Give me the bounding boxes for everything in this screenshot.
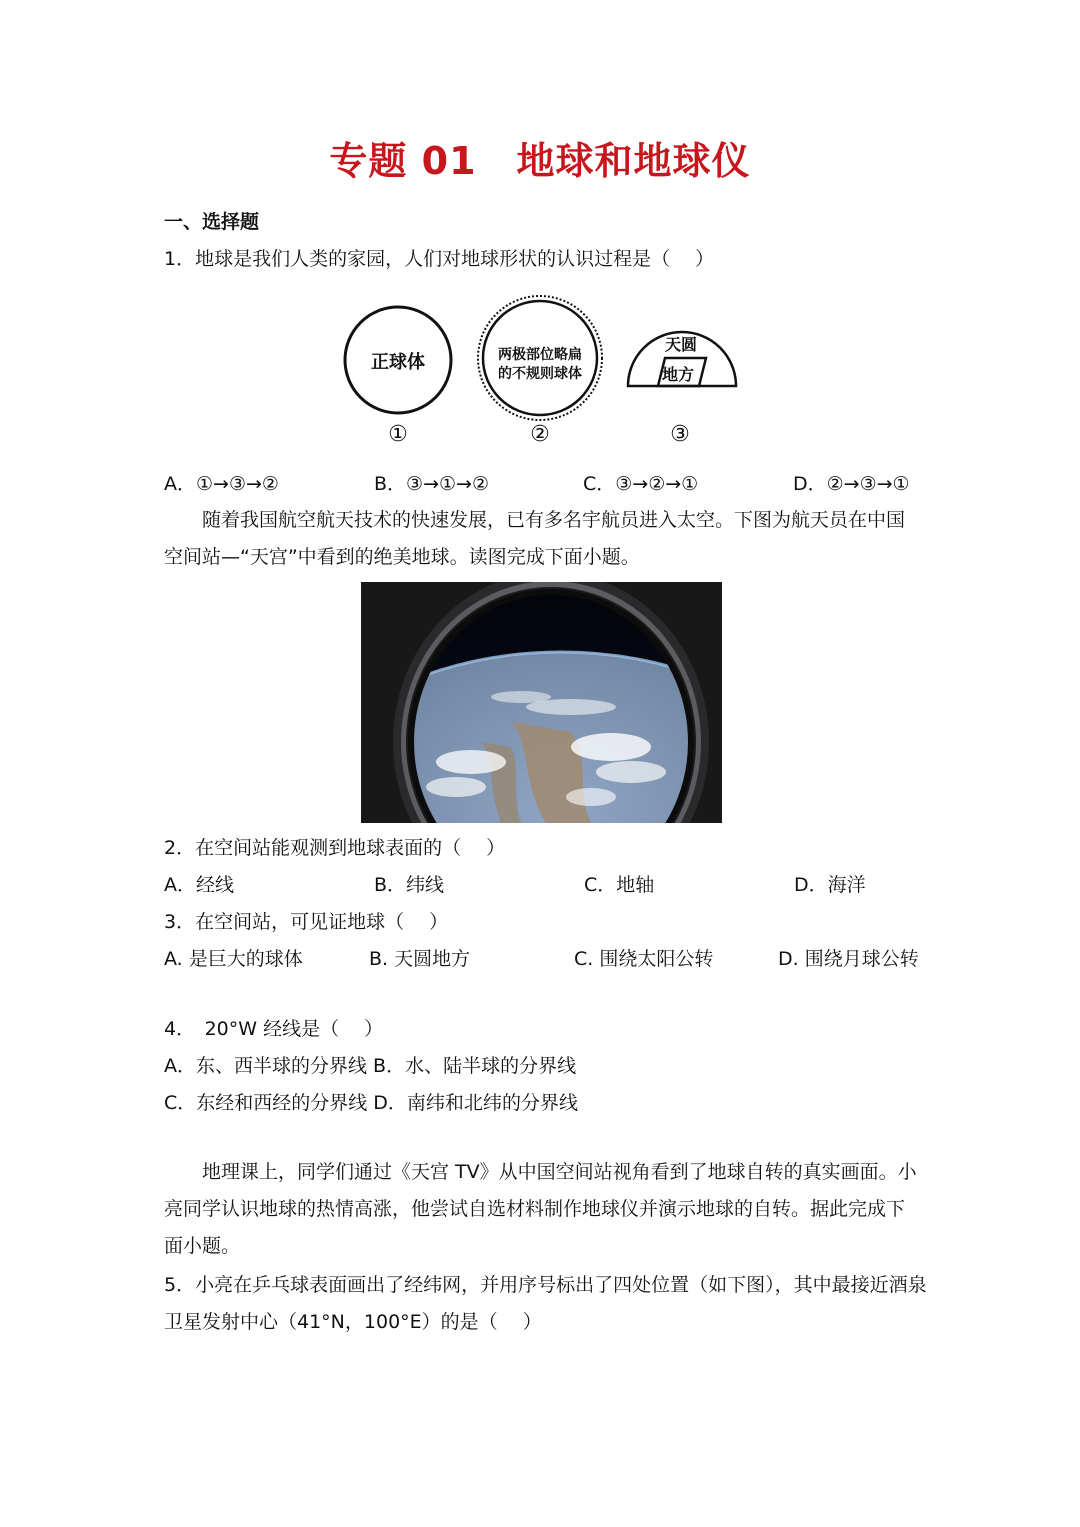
earth-shape-figure [330, 295, 750, 455]
shape3-label-top: 天圆 [664, 335, 697, 354]
q2-option-b: B．纬线 [374, 874, 445, 896]
title-part2: 地球和地球仪 [516, 139, 751, 183]
figure-number-1: ① [388, 422, 408, 447]
shape3-label-bottom: 地方 [661, 365, 694, 384]
q1-option-a: A．①→③→② [164, 473, 279, 495]
q1-stem: 1．地球是我们人类的家园，人们对地球形状的认识过程是（ ） [164, 248, 715, 270]
q2-option-c: C．地轴 [584, 874, 655, 896]
q1-option-c: C．③→②→① [583, 473, 699, 495]
earth-from-space-station-photo [361, 582, 722, 823]
passage-2: 地理课上，同学们通过《天宫 TV》从中国空间站视角看到了地球自转的真实画面。小亮同学认识地球的热情高涨，他尝试自选材料制作地球仪并演示地球的自转。据此完成下面小题。 [164, 1161, 917, 1257]
shape2-label-line2: 的不规则球体 [498, 366, 582, 382]
q5-stem-line1: 5．小亮在乒乓球表面画出了经纬网，并用序号标出了四处位置（如下图），其中最接近酒泉 [164, 1274, 927, 1296]
section-heading: 一、选择题 [164, 211, 260, 233]
q3-option-d: D. 围绕月球公转 [778, 948, 919, 970]
shape1-label: 正球体 [371, 352, 425, 373]
shape2-label [480, 346, 600, 384]
shape2-label-line1: 两极部位略扁 [498, 347, 582, 363]
q3-stem: 3．在空间站，可见证地球（ ） [164, 911, 449, 933]
figure-number-2: ② [530, 422, 550, 447]
figure-number-3: ③ [670, 422, 690, 447]
page-title [0, 130, 1080, 185]
q4-options-row2: C．东经和西经的分界线 D．南纬和北纬的分界线 [164, 1092, 578, 1114]
q1-option-d: D．②→③→① [793, 473, 910, 495]
q1-option-b: B．③→①→② [374, 473, 489, 495]
q2-option-d: D．海洋 [794, 874, 866, 896]
passage-1: 随着我国航空航天技术的快速发展，已有多名宇航员进入太空。下图为航天员在中国空间站—“天宫”中看到的绝美地球。读图完成下面小题。 [164, 509, 906, 568]
q3-option-b: B. 天圆地方 [369, 948, 471, 970]
title-part1: 专题 01 [329, 139, 477, 183]
q3-option-c: C. 围绕太阳公转 [574, 948, 714, 970]
q5-stem-line2: 卫星发射中心（41°N，100°E）的是（ ） [164, 1311, 542, 1333]
q3-option-a: A. 是巨大的球体 [164, 948, 303, 970]
q4-options-row1: A．东、西半球的分界线 B．水、陆半球的分界线 [164, 1055, 577, 1077]
q2-option-a: A．经线 [164, 874, 234, 896]
q2-stem: 2．在空间站能观测到地球表面的（ ） [164, 837, 506, 859]
q4-stem: 4． 20°W 经线是（ ） [164, 1018, 384, 1040]
